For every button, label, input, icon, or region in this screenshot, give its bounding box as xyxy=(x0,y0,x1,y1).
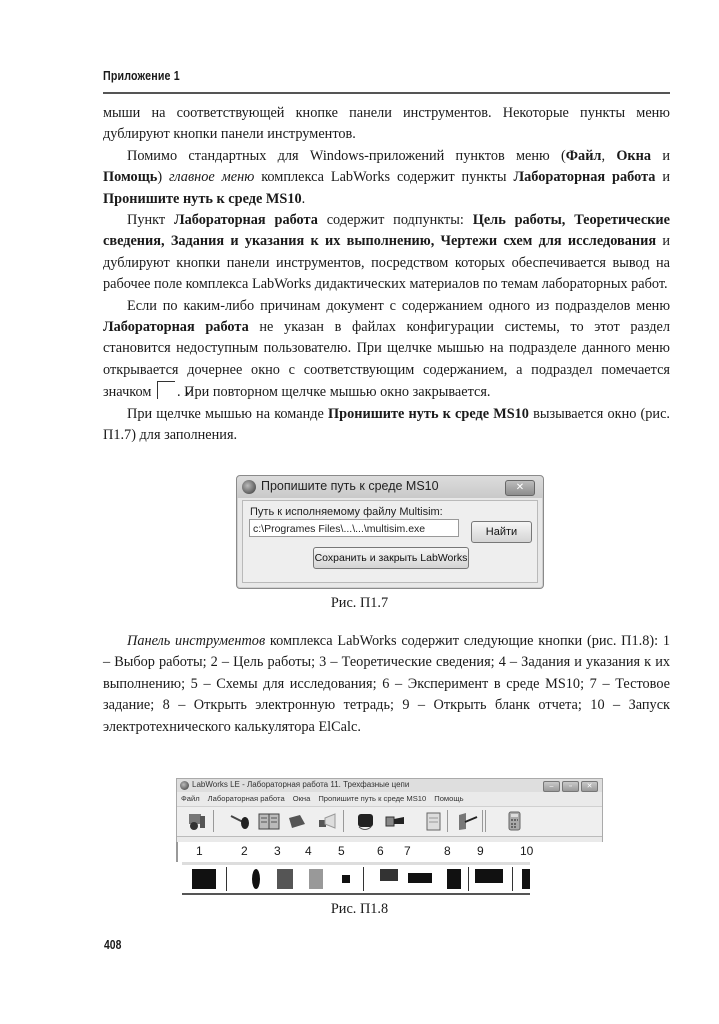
find-button[interactable]: Найти xyxy=(471,521,532,543)
text-bold: Лабораторная работа xyxy=(103,319,249,336)
header-rule xyxy=(103,92,670,94)
toolbar xyxy=(177,806,602,837)
menubar xyxy=(177,792,602,805)
figure-caption-p1-7: Рис. П1.7 xyxy=(330,595,389,611)
dialog-title: Пропишите путь к среде MS10 xyxy=(261,479,439,493)
text-italic: Панель инструментов xyxy=(127,633,266,649)
window-title: LabWorks LE - Лабораторная работа 11. Трехфазные цепи xyxy=(192,780,410,789)
toolbar-number-labels xyxy=(176,842,603,862)
toolbar-separator xyxy=(213,810,214,832)
notebook-button[interactable] xyxy=(423,810,445,832)
paragraph-6 xyxy=(103,631,670,738)
calculator-icon xyxy=(522,869,530,889)
text: . xyxy=(301,190,306,207)
text: Если по каким-либо причинам документ с содержанием одного из подразделов меню xyxy=(127,297,670,314)
text: вызывается окно (рис. П1.7) для заполнения. xyxy=(103,405,670,444)
goal-icon xyxy=(229,810,251,832)
test-icon xyxy=(408,873,432,883)
button-number: 8 xyxy=(444,844,451,858)
goal-button[interactable] xyxy=(229,810,251,832)
calculator-icon xyxy=(503,810,525,832)
text: , xyxy=(601,147,617,164)
paragraph-3 xyxy=(103,210,670,296)
button-number: 2 xyxy=(241,844,248,858)
maximize-button[interactable]: ▫ xyxy=(562,781,579,792)
book-icon xyxy=(277,869,293,889)
running-header: Приложение 1 xyxy=(103,68,180,83)
text: комплекса LabWorks содержит пункты xyxy=(254,169,514,186)
experiment-icon xyxy=(380,869,398,881)
button-number: 5 xyxy=(338,844,345,858)
text: содержит подпункты: xyxy=(317,212,473,229)
button-number: 10 xyxy=(520,844,534,858)
tasks-button[interactable] xyxy=(286,810,308,832)
body-text-bottom xyxy=(103,631,670,738)
button-number: 9 xyxy=(477,844,484,858)
toolbar-separator xyxy=(482,810,483,832)
menu-file[interactable]: Файл xyxy=(181,794,200,803)
text-bold: Цель работы, Теоретические сведения, Задания и указания к их выполнению, Чертежи схем для исследования xyxy=(103,212,670,250)
text-bold: Лабораторная работа xyxy=(513,169,656,186)
text: и xyxy=(651,147,670,164)
book-icon xyxy=(258,810,280,832)
window-titlebar[interactable] xyxy=(177,779,602,792)
theory-button[interactable] xyxy=(258,810,280,832)
text-bold: Помощь xyxy=(103,169,158,186)
menu-set-path[interactable]: Пропишите путь к среде MS10 xyxy=(318,794,427,803)
figure-caption-p1-8: Рис. П1.8 xyxy=(330,901,389,917)
text: . При повторном щелчке мышью окно закрывается. xyxy=(176,384,491,401)
text: Пункт xyxy=(127,212,174,229)
text-bold: Окна xyxy=(616,147,652,164)
checkmark-icon xyxy=(157,381,175,399)
menu-windows[interactable]: Окна xyxy=(292,794,311,803)
button-number: 1 xyxy=(196,844,203,858)
report-icon xyxy=(457,810,479,832)
body-text-top xyxy=(103,103,670,447)
app-logo-icon xyxy=(180,781,189,790)
menu-help[interactable]: Помощь xyxy=(434,794,464,803)
text: Помимо стандартных для Windows-приложений пунктов меню ( xyxy=(127,147,566,164)
tasks-icon xyxy=(286,810,308,832)
set-path-dialog xyxy=(236,475,544,589)
strip-separator xyxy=(226,867,227,891)
minimize-button[interactable]: – xyxy=(543,781,560,792)
menu-lab-work[interactable]: Лабораторная работа xyxy=(207,794,285,803)
button-number: 6 xyxy=(377,844,384,858)
strip-separator xyxy=(468,867,469,891)
close-button[interactable]: ✕ xyxy=(505,480,535,496)
path-label: Путь к исполняемому файлу Multisim: xyxy=(250,506,443,518)
button-number: 4 xyxy=(305,844,312,858)
paragraph-4 xyxy=(103,296,670,404)
save-and-close-button[interactable]: Сохранить и закрыть LabWorks xyxy=(313,547,469,569)
labworks-window xyxy=(176,778,603,843)
schemes-icon xyxy=(342,875,350,883)
text: При щелчке мышью на команде xyxy=(127,405,329,422)
text-bold: Пронишите нуть к среде MS10 xyxy=(328,405,529,422)
app-logo-icon xyxy=(242,480,256,494)
select-work-icon xyxy=(186,810,208,832)
text: не указан в файлах конфигурации системы, то этот раздел становится недоступным пользователю. При щелчке мышью на подразделе данного меню открывается дочернее окно с соответствующим содержанием, а подраздел помечается значком xyxy=(103,319,670,401)
page-number: 408 xyxy=(104,937,122,952)
notebook-icon xyxy=(423,810,445,832)
text: ) xyxy=(157,169,169,186)
toolbar-separator xyxy=(447,810,448,832)
text-bold: Файл xyxy=(565,147,602,164)
experiment-icon xyxy=(355,810,377,832)
text: и xyxy=(655,169,670,186)
schemes-icon xyxy=(315,810,337,832)
tasks-icon xyxy=(309,869,323,889)
window-controls xyxy=(543,781,598,792)
path-input[interactable]: c:\Programes Files\...\...\multisim.exe xyxy=(249,519,459,537)
paragraph-2 xyxy=(103,146,670,210)
button-number: 3 xyxy=(274,844,281,858)
notebook-icon xyxy=(447,869,461,889)
test-icon xyxy=(384,810,406,832)
paragraph-5 xyxy=(103,404,670,447)
toolbar-separator xyxy=(343,810,344,832)
report-button[interactable] xyxy=(457,810,479,832)
dialog-body xyxy=(242,500,538,583)
calculator-button[interactable] xyxy=(503,810,525,832)
test-button[interactable] xyxy=(384,810,406,832)
paragraph-1: мыши на соответствующей кнопке панели инструментов. Некоторые пункты меню дублируют кнопки панели инструментов. xyxy=(103,105,670,143)
report-icon xyxy=(475,869,503,883)
text-bold: Лабораторная работа xyxy=(173,212,318,229)
strip-separator xyxy=(363,867,364,891)
text-italic: главное меню xyxy=(169,169,255,186)
dialog-titlebar[interactable] xyxy=(237,476,543,498)
experiment-button[interactable] xyxy=(355,810,377,832)
select-work-button[interactable] xyxy=(186,810,208,832)
select-work-icon xyxy=(192,869,216,889)
goal-icon xyxy=(252,869,260,889)
text: комплекса LabWorks содержит следующие кнопки (рис. П1.8): 1 – Выбор работы; 2 – Цель работы; 3 – Теоретические сведения; 4 – Задания и указания к их выполнению; 5 – Схемы для исследования; 6 – Эксперимент в среде MS10; 7 – Тестовое задание; 8 – Открыть электронную тетрадь; 9 – Открыть бланк отчета; 10 – Запуск электротехнического калькулятора ElCalc. xyxy=(103,633,670,735)
close-button[interactable]: ✕ xyxy=(581,781,598,792)
toolbar-bw-strip xyxy=(182,862,530,895)
text: и дублируют кнопки панели инструментов, посредством которых обеспечивается вывод на рабочее поле комплекса LabWorks дидактических материалов по темам лабораторных работ. xyxy=(103,233,670,293)
schemes-button[interactable] xyxy=(315,810,337,832)
strip-separator xyxy=(512,867,513,891)
text-bold: Пронишите нуть к среде MS10 xyxy=(103,190,302,207)
toolbar-separator xyxy=(485,810,486,832)
button-number: 7 xyxy=(404,844,411,858)
